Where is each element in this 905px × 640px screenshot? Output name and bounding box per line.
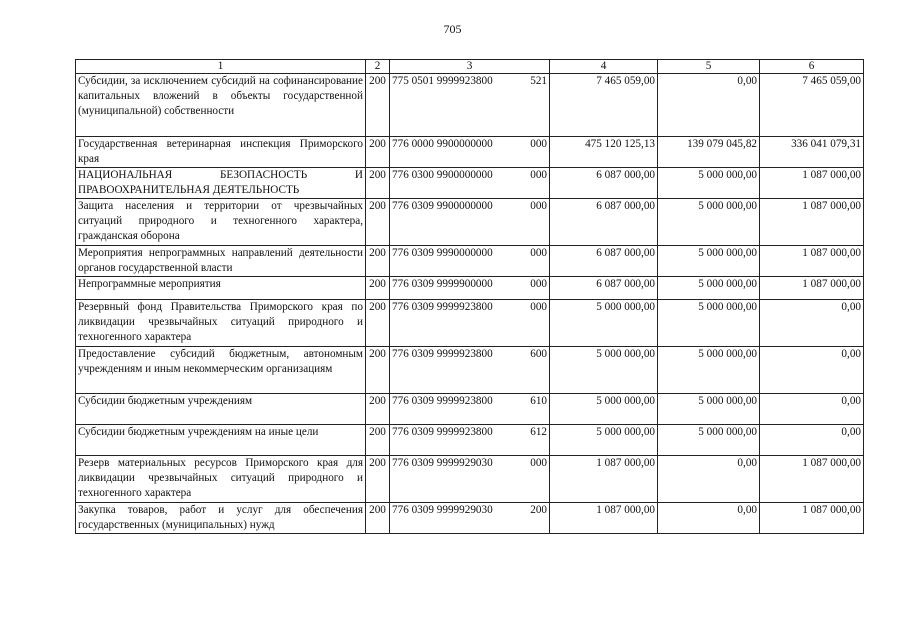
classification-code: 776 0309 9999923800	[392, 395, 493, 407]
classification-code: 776 0309 9900000000	[392, 200, 493, 212]
table-row	[76, 394, 864, 425]
row-value-col4: 6 087 000,00	[550, 168, 658, 199]
table-row	[76, 168, 864, 199]
row-name: Резервный фонд Правительства Приморского края по ликвидации чрезвычайных ситуаций природного и техногенного характера	[76, 300, 366, 347]
row-value-col5: 5 000 000,00	[658, 277, 760, 300]
row-value-col5: 5 000 000,00	[658, 425, 760, 456]
row-name: Предоставление субсидий бюджетным, автономным учреждениям и иным некоммерческим организациям	[76, 347, 366, 394]
column-header: 2	[366, 60, 390, 74]
expense-type-code: 610	[530, 395, 547, 407]
classification-code: 776 0309 9999923800	[392, 301, 493, 313]
table-row	[76, 347, 864, 394]
classification-code: 776 0309 9999923800	[392, 348, 493, 360]
row-value-col4: 7 465 059,00	[550, 74, 658, 137]
row-value-col6: 0,00	[760, 300, 864, 347]
expense-type-code: 200	[530, 504, 547, 516]
expense-type-code: 000	[530, 278, 547, 290]
row-classification	[390, 246, 550, 277]
row-value-col6: 1 087 000,00	[760, 246, 864, 277]
column-header: 1	[76, 60, 366, 74]
table-row	[76, 137, 864, 168]
row-name: Субсидии бюджетным учреждениям	[76, 394, 366, 425]
row-classification	[390, 503, 550, 534]
row-value-col4: 1 087 000,00	[550, 503, 658, 534]
row-value-col6: 1 087 000,00	[760, 456, 864, 503]
table-row	[76, 300, 864, 347]
row-value-col5: 5 000 000,00	[658, 347, 760, 394]
row-value-col4: 6 087 000,00	[550, 199, 658, 246]
row-code: 200	[366, 246, 390, 277]
row-value-col5: 0,00	[658, 503, 760, 534]
row-value-col4: 5 000 000,00	[550, 300, 658, 347]
row-code: 200	[366, 277, 390, 300]
row-name: Субсидии, за исключением субсидий на софинансирование капитальных вложений в объекты государственной (муниципальной) собственности	[76, 74, 366, 137]
row-value-col5: 0,00	[658, 456, 760, 503]
page-number: 705	[443, 22, 462, 36]
table-row	[76, 246, 864, 277]
row-code: 200	[366, 168, 390, 199]
table-row	[76, 503, 864, 534]
row-code: 200	[366, 425, 390, 456]
column-header: 4	[550, 60, 658, 74]
table-row	[76, 456, 864, 503]
row-value-col6: 0,00	[760, 347, 864, 394]
row-name: Государственная ветеринарная инспекция Приморского края	[76, 137, 366, 168]
row-classification	[390, 347, 550, 394]
column-header: 6	[760, 60, 864, 74]
row-classification	[390, 199, 550, 246]
row-name: Защита населения и территории от чрезвычайных ситуаций природного и техногенного характера, гражданская оборона	[76, 199, 366, 246]
table-row	[76, 74, 864, 137]
row-name: Закупка товаров, работ и услуг для обеспечения государственных (муниципальных) нужд	[76, 503, 366, 534]
row-classification	[390, 425, 550, 456]
classification-code: 776 0309 9990000000	[392, 247, 493, 259]
row-code: 200	[366, 199, 390, 246]
row-classification	[390, 394, 550, 425]
row-name: Субсидии бюджетным учреждениям на иные цели	[76, 425, 366, 456]
expense-type-code: 000	[530, 247, 547, 259]
row-name: Мероприятия непрограммных направлений деятельности органов государственной власти	[76, 246, 366, 277]
row-value-col6: 0,00	[760, 425, 864, 456]
expense-type-code: 521	[530, 75, 547, 87]
row-value-col6: 1 087 000,00	[760, 168, 864, 199]
row-value-col6: 7 465 059,00	[760, 74, 864, 137]
classification-code: 776 0000 9900000000	[392, 138, 493, 150]
column-header: 3	[390, 60, 550, 74]
row-value-col6: 0,00	[760, 394, 864, 425]
row-value-col5: 5 000 000,00	[658, 168, 760, 199]
expense-type-code: 600	[530, 348, 547, 360]
header-row	[76, 60, 864, 74]
row-value-col6: 1 087 000,00	[760, 199, 864, 246]
classification-code: 775 0501 9999923800	[392, 75, 493, 87]
row-value-col4: 475 120 125,13	[550, 137, 658, 168]
expense-type-code: 000	[530, 138, 547, 150]
row-classification	[390, 74, 550, 137]
table-row	[76, 277, 864, 300]
row-name: Резерв материальных ресурсов Приморского края для ликвидации чрезвычайных ситуаций природного и техногенного характера	[76, 456, 366, 503]
classification-code: 776 0300 9900000000	[392, 169, 493, 181]
classification-code: 776 0309 9999923800	[392, 426, 493, 438]
classification-code: 776 0309 9999900000	[392, 278, 493, 290]
row-value-col4: 6 087 000,00	[550, 246, 658, 277]
row-value-col5: 0,00	[658, 74, 760, 137]
row-classification	[390, 300, 550, 347]
row-code: 200	[366, 137, 390, 168]
row-value-col5: 5 000 000,00	[658, 300, 760, 347]
budget-table	[75, 59, 864, 534]
row-code: 200	[366, 503, 390, 534]
row-name: НАЦИОНАЛЬНАЯ БЕЗОПАСНОСТЬ И ПРАВООХРАНИТЕЛЬНАЯ ДЕЯТЕЛЬНОСТЬ	[76, 168, 366, 199]
row-code: 200	[366, 394, 390, 425]
expense-type-code: 000	[530, 457, 547, 469]
row-name: Непрограммные мероприятия	[76, 277, 366, 300]
row-value-col5: 139 079 045,82	[658, 137, 760, 168]
row-value-col4: 6 087 000,00	[550, 277, 658, 300]
expense-type-code: 000	[530, 200, 547, 212]
column-header: 5	[658, 60, 760, 74]
row-value-col6: 1 087 000,00	[760, 503, 864, 534]
row-value-col4: 1 087 000,00	[550, 456, 658, 503]
row-value-col5: 5 000 000,00	[658, 394, 760, 425]
row-value-col4: 5 000 000,00	[550, 347, 658, 394]
row-classification	[390, 168, 550, 199]
row-code: 200	[366, 300, 390, 347]
row-code: 200	[366, 347, 390, 394]
expense-type-code: 612	[530, 426, 547, 438]
classification-code: 776 0309 9999929030	[392, 504, 493, 516]
row-classification	[390, 277, 550, 300]
table-row	[76, 425, 864, 456]
row-value-col6: 1 087 000,00	[760, 277, 864, 300]
row-code: 200	[366, 74, 390, 137]
expense-type-code: 000	[530, 169, 547, 181]
row-value-col5: 5 000 000,00	[658, 246, 760, 277]
row-classification	[390, 456, 550, 503]
row-value-col4: 5 000 000,00	[550, 425, 658, 456]
table-row	[76, 199, 864, 246]
classification-code: 776 0309 9999929030	[392, 457, 493, 469]
row-value-col5: 5 000 000,00	[658, 199, 760, 246]
row-code: 200	[366, 456, 390, 503]
row-value-col6: 336 041 079,31	[760, 137, 864, 168]
row-classification	[390, 137, 550, 168]
expense-type-code: 000	[530, 301, 547, 313]
row-value-col4: 5 000 000,00	[550, 394, 658, 425]
